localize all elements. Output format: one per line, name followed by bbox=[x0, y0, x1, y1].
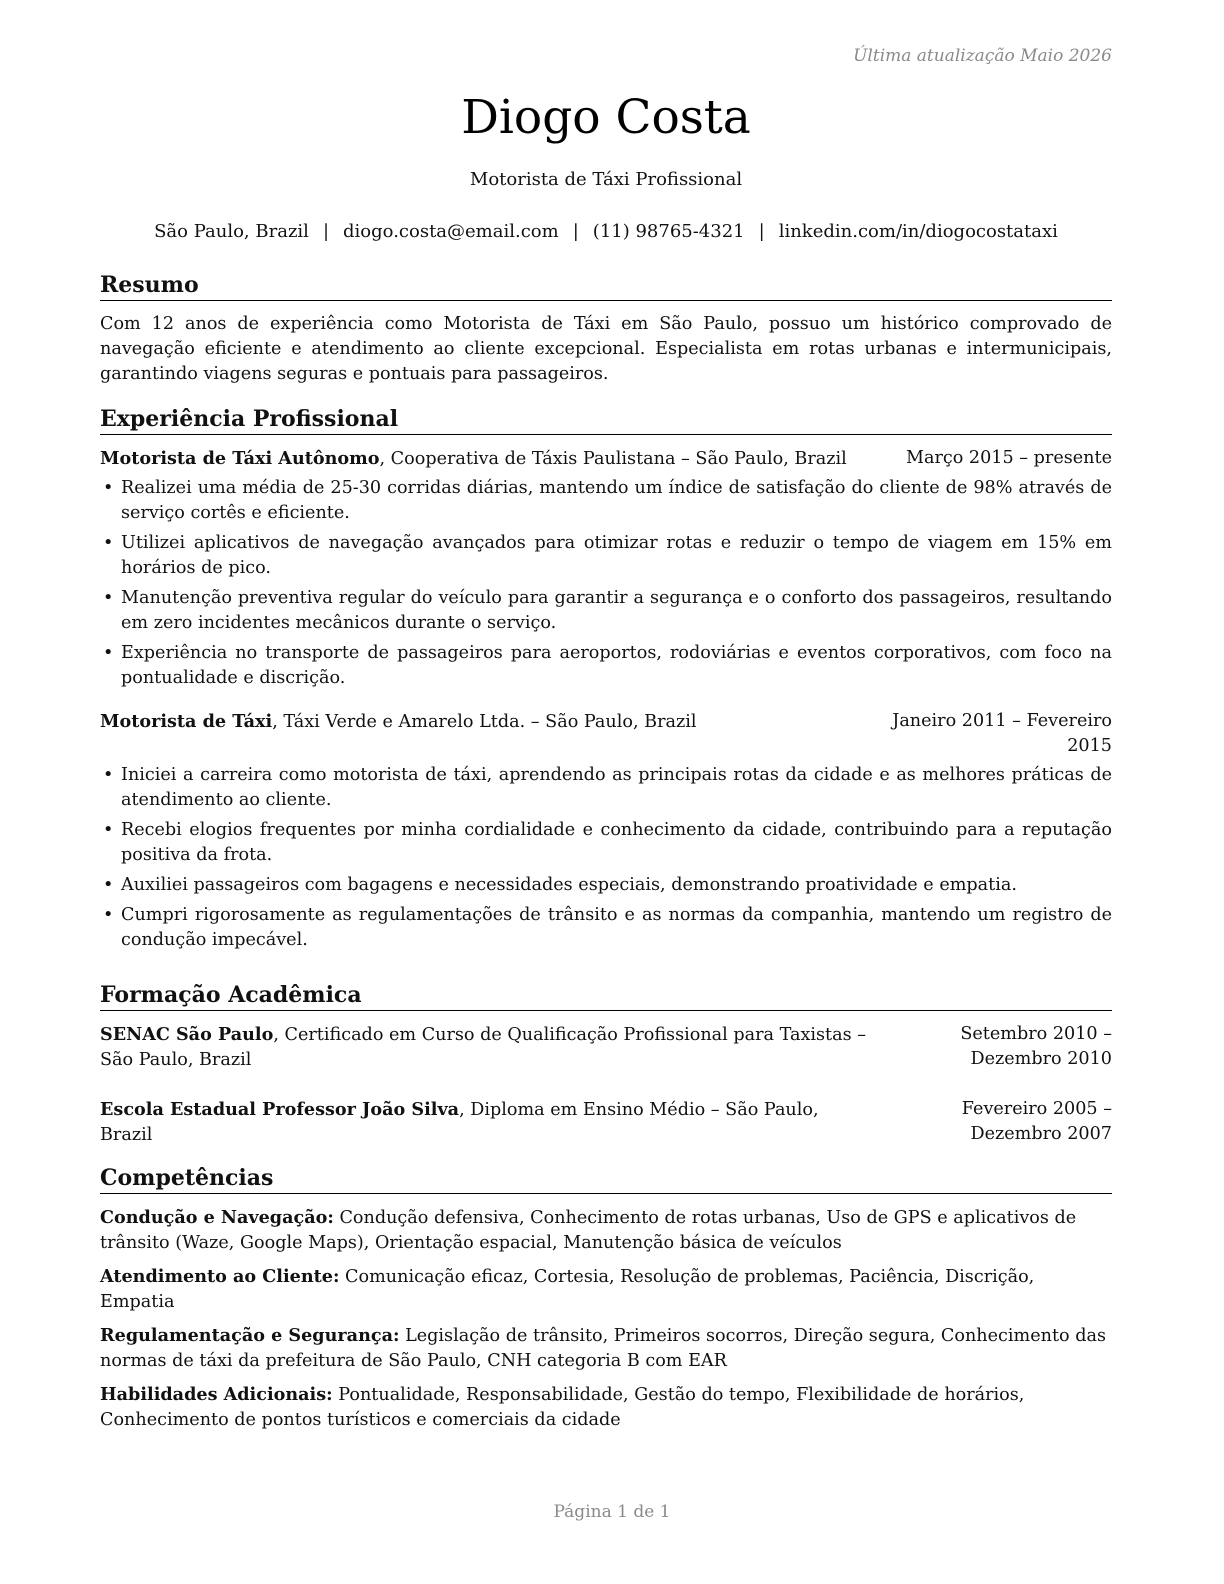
job-entry bbox=[100, 709, 1112, 953]
job-org: , Cooperativa de Táxis Paulistana – São Paulo, Brazil bbox=[379, 449, 847, 469]
bullet-icon: • bbox=[103, 643, 114, 663]
skills-section bbox=[100, 1163, 1112, 1441]
contact-location: São Paulo, Brazil bbox=[154, 221, 309, 242]
education-entry bbox=[100, 1022, 1112, 1073]
job-dates: Março 2015 – presente bbox=[905, 448, 1112, 468]
list-item: • Auxiliei passageiros com bagagens e necessidades especiais, demonstrando proatividade e empatia. bbox=[100, 873, 1112, 898]
school-name: Escola Estadual Professor João Silva bbox=[100, 1099, 460, 1120]
list-item: • Cumpri rigorosamente as regulamentações de trânsito e as normas da companhia, mantendo um registro de condução impecável. bbox=[103, 905, 1112, 950]
list-item: • Utilizei aplicativos de navegação avançados para otimizar rotas e reduzir o tempo de viagem em 15% em horários de pico. bbox=[103, 533, 1112, 578]
job-role: Motorista de Táxi bbox=[100, 711, 273, 732]
summary-text: Com 12 anos de experiência como Motorista de Táxi em São Paulo, possuo um histórico comprovado de navegação eficiente e atendimento ao cliente excepcional. Especialista em rotas urbanas e intermunicipais, garantindo viagens seguras e pontuais para passageiros. bbox=[100, 314, 1112, 384]
job-entry bbox=[100, 446, 1112, 691]
contact-separator: | bbox=[572, 221, 579, 242]
skill-row bbox=[100, 1323, 1112, 1374]
skill-row bbox=[100, 1205, 1112, 1256]
contact-line bbox=[100, 219, 1112, 244]
contact-separator: | bbox=[322, 221, 330, 242]
candidate-title: Motorista de Táxi Profissional bbox=[469, 169, 743, 190]
section-heading: Experiência Profissional bbox=[100, 404, 1112, 435]
list-item: • Realizei uma média de 25-30 corridas diárias, mantendo um índice de satisfação do cliente de 98% através de serviço cortês e eficiente. bbox=[103, 478, 1112, 523]
candidate-name: Diogo Costa bbox=[461, 90, 751, 145]
experience-section bbox=[100, 404, 1112, 958]
bullet-icon: • bbox=[103, 905, 114, 925]
education-dates: Setembro 2010 – Dezembro 2010 bbox=[960, 1024, 1112, 1069]
education-dates: Fevereiro 2005 – Dezembro 2007 bbox=[961, 1099, 1112, 1144]
job-bullets bbox=[100, 476, 1112, 691]
skill-text: Legislação de trânsito, Primeiros socorros, Direção segura, Conhecimento das normas de táxi da prefeitura de São Paulo, CNH categoria B com EAR bbox=[100, 1326, 1106, 1371]
bullet-icon: • bbox=[103, 478, 114, 498]
education-entry bbox=[100, 1097, 1112, 1148]
list-item: • Recebi elogios frequentes por minha cordialidade e conhecimento da cidade, contribuindo para a reputação positiva da frota. bbox=[103, 820, 1112, 865]
last-updated: Última atualização Maio 2026 bbox=[853, 46, 1112, 66]
skill-text: Comunicação eficaz, Cortesia, Resolução de problemas, Paciência, Discrição, Empatia bbox=[100, 1267, 1035, 1312]
education-detail: , Certificado em Curso de Qualificação Profissional para Taxistas – São Paulo, Brazil bbox=[100, 1025, 867, 1070]
skill-text: Condução defensiva, Conhecimento de rotas urbanas, Uso de GPS e aplicativos de trânsito (Waze, Google Maps), Orientação espacial, Manutenção básica de veículos bbox=[100, 1208, 1077, 1253]
skill-label: Habilidades Adicionais: bbox=[100, 1384, 333, 1405]
school-name: SENAC São Paulo bbox=[100, 1024, 274, 1045]
skill-text: Pontualidade, Responsabilidade, Gestão do tempo, Flexibilidade de horários, Conhecimento de pontos turísticos e comerciais da cidade bbox=[100, 1385, 1025, 1430]
job-org: , Táxi Verde e Amarelo Ltda. – São Paulo, Brazil bbox=[272, 712, 697, 732]
bullet-icon: • bbox=[103, 533, 114, 553]
job-dates: Janeiro 2011 – Fevereiro 2015 bbox=[892, 711, 1112, 756]
summary-section bbox=[100, 270, 1112, 387]
section-heading: Formação Acadêmica bbox=[100, 980, 1112, 1011]
list-item: • Iniciei a carreira como motorista de táxi, aprendendo as principais rotas da cidade e as melhores práticas de atendimento ao cliente. bbox=[103, 765, 1112, 810]
contact-email[interactable]: diogo.costa@email.com bbox=[343, 221, 559, 242]
contact-separator: | bbox=[758, 221, 765, 242]
list-item: • Manutenção preventiva regular do veículo para garantir a segurança e o conforto dos passageiros, resultando em zero incidentes mecânicos durante o serviço. bbox=[103, 588, 1112, 633]
contact-phone[interactable]: (11) 98765-4321 bbox=[592, 221, 745, 242]
skill-row bbox=[100, 1264, 1112, 1315]
page-number: Página 1 de 1 bbox=[553, 1502, 671, 1522]
section-heading: Competências bbox=[100, 1163, 1112, 1194]
bullet-icon: • bbox=[103, 765, 114, 785]
job-header bbox=[100, 446, 1112, 472]
job-role: Motorista de Táxi Autônomo bbox=[100, 448, 380, 469]
skill-label: Regulamentação e Segurança: bbox=[100, 1325, 400, 1346]
job-bullets bbox=[100, 763, 1112, 953]
list-item: • Experiência no transporte de passageiros para aeroportos, rodoviárias e eventos corporativos, com foco na pontualidade e discrição. bbox=[103, 643, 1112, 688]
bullet-icon: • bbox=[103, 875, 114, 895]
contact-linkedin[interactable]: linkedin.com/in/diogocostataxi bbox=[778, 221, 1058, 242]
skill-row bbox=[100, 1382, 1112, 1433]
bullet-icon: • bbox=[103, 588, 114, 608]
section-heading: Resumo bbox=[100, 270, 1112, 301]
education-detail: , Diploma em Ensino Médio – São Paulo, Brazil bbox=[100, 1100, 819, 1145]
job-header bbox=[100, 709, 1112, 759]
skill-label: Condução e Navegação: bbox=[100, 1207, 334, 1228]
skill-label: Atendimento ao Cliente: bbox=[100, 1266, 340, 1287]
education-section bbox=[100, 980, 1112, 1148]
bullet-icon: • bbox=[103, 820, 114, 840]
